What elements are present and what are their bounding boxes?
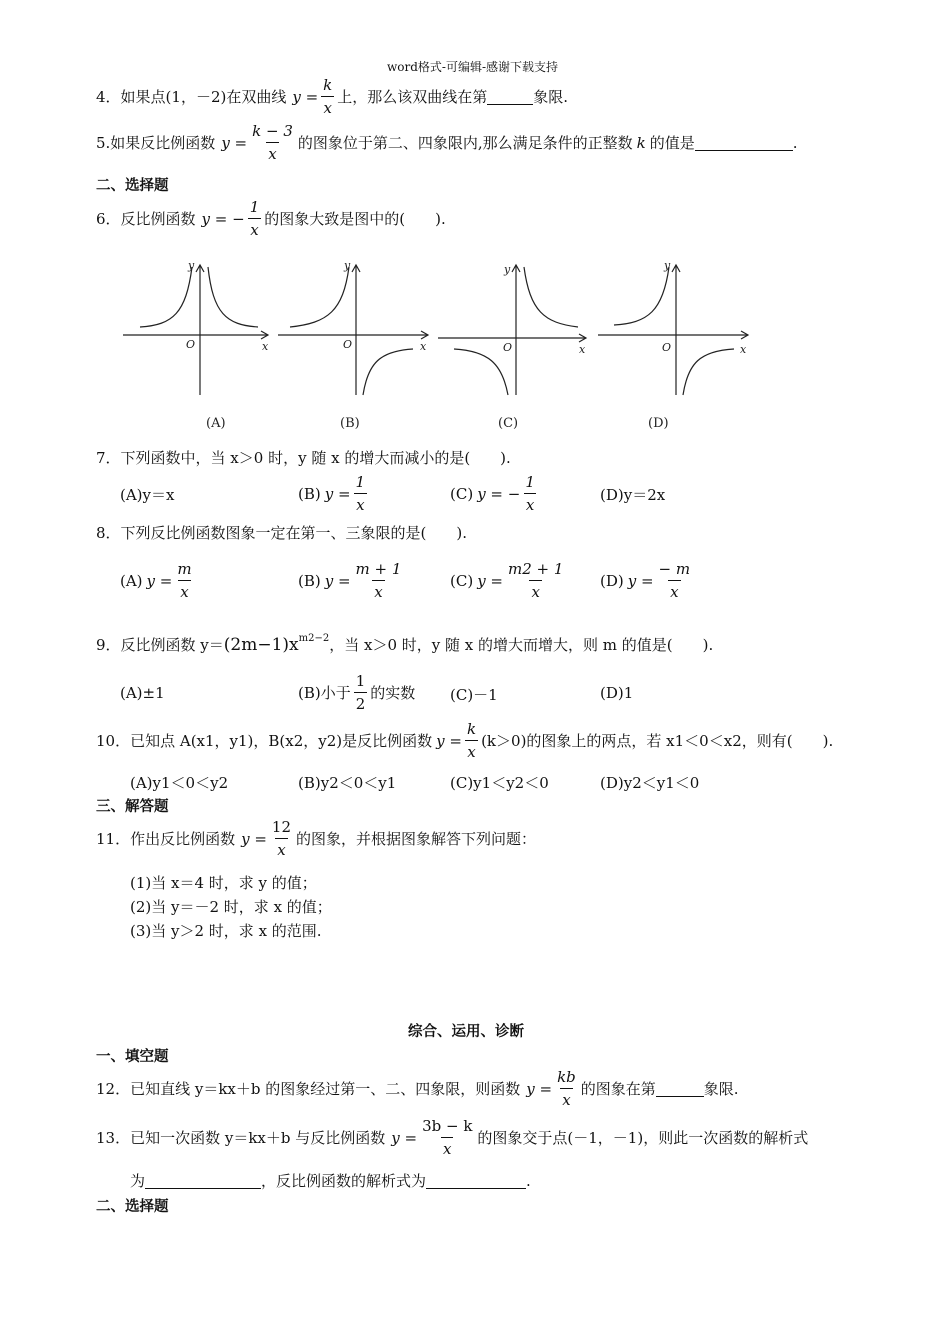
graph-a-y-label: y bbox=[188, 259, 195, 272]
q7-b-y: y = bbox=[324, 484, 351, 503]
q11-num: 12 bbox=[271, 818, 291, 836]
q12-den: x bbox=[560, 1088, 572, 1111]
question-12 bbox=[96, 1066, 739, 1111]
graph-a-origin: O bbox=[186, 338, 196, 351]
graph-c-x-label: x bbox=[579, 343, 586, 356]
graph-c-label: (C) bbox=[498, 416, 519, 431]
q5-num: k − 3 bbox=[252, 122, 293, 140]
q11-part-2: (2)当 y＝－2 时，求 x 的值； bbox=[130, 898, 332, 916]
question-10 bbox=[96, 718, 833, 763]
q8-c-den: x bbox=[529, 580, 541, 603]
q10-fraction bbox=[465, 718, 478, 763]
q11-part-1: (1)当 x＝4 时，求 y 的值； bbox=[130, 874, 317, 892]
q5-end: . bbox=[792, 133, 798, 152]
q4-fraction bbox=[321, 74, 334, 119]
q6-rest: 的图象大致是图中的( ). bbox=[264, 210, 446, 228]
q8-a-den: x bbox=[178, 580, 190, 603]
q9-b-fraction bbox=[354, 670, 368, 715]
q5-rest2: 的值是 bbox=[649, 134, 695, 152]
q7-stem: 7．下列函数中，当 x＞0 时，y 随 x 的增大而减小的是( ). bbox=[96, 449, 511, 467]
q12-blank[interactable] bbox=[656, 1080, 704, 1097]
q8-d-den: x bbox=[668, 580, 680, 603]
q8-option-b[interactable] bbox=[298, 558, 406, 603]
graph-c-y-label: y bbox=[504, 263, 511, 276]
q13-blank-2[interactable] bbox=[426, 1172, 526, 1189]
q13-den: x bbox=[441, 1137, 453, 1160]
q10-den: x bbox=[465, 740, 477, 763]
q7-b-den: x bbox=[354, 493, 366, 516]
question-6 bbox=[96, 196, 446, 241]
q13-line2-b: ，反比例函数的解析式为 bbox=[261, 1172, 427, 1190]
graph-b-label: (B) bbox=[340, 416, 360, 431]
q5-rest: 的图象位于第二、四象限内,那么满足条件的正整数 bbox=[297, 134, 633, 152]
q5-stem: 5.如果反比例函数 bbox=[96, 134, 216, 152]
q9-option-a[interactable]: (A)±1 bbox=[120, 684, 165, 702]
q8-b-label: (B) bbox=[298, 571, 321, 590]
q5-y: y = bbox=[221, 133, 248, 152]
q4-stem: 4．如果点(1，－2)在双曲线 bbox=[96, 88, 287, 106]
q5-den: x bbox=[266, 142, 278, 165]
q9-b-den: 2 bbox=[354, 692, 368, 715]
q8-a-label: (A) bbox=[120, 571, 143, 590]
q7-c-den: x bbox=[524, 493, 536, 516]
graph-b-y-label: y bbox=[344, 259, 351, 272]
q13-line2-a: 为 bbox=[130, 1172, 146, 1190]
q12-stem-b: 的图象在第 bbox=[580, 1080, 656, 1098]
page-header: word格式-可编辑-感谢下载支持 bbox=[387, 60, 559, 74]
question-4 bbox=[96, 74, 568, 119]
q7-option-d[interactable]: (D)y＝2x bbox=[600, 486, 666, 504]
q6-num: 1 bbox=[249, 198, 260, 216]
q9-option-b[interactable] bbox=[298, 670, 415, 715]
q10-stem-b: (k＞0)的图象上的两点，若 x1＜0＜x2，则有( ). bbox=[481, 732, 834, 750]
graph-c-origin: O bbox=[503, 341, 513, 354]
q8-b-y: y = bbox=[324, 571, 351, 590]
graph-a-label: (A) bbox=[206, 416, 226, 431]
q13-stem-b: 的图象交于点(－1，－1)，则此一次函数的解析式 bbox=[477, 1129, 809, 1147]
q8-d-y: y = bbox=[627, 571, 654, 590]
q4-blank[interactable] bbox=[487, 88, 533, 105]
q8-option-a[interactable] bbox=[120, 558, 197, 603]
q8-c-y: y = bbox=[477, 571, 503, 590]
q11-stem-a: 11．作出反比例函数 bbox=[96, 830, 236, 848]
q8-d-label: (D) bbox=[600, 571, 624, 590]
q11-den: x bbox=[275, 838, 287, 861]
q5-blank[interactable] bbox=[695, 134, 793, 151]
q5-k: k bbox=[636, 133, 646, 152]
q8-c-fraction bbox=[506, 558, 565, 603]
q7-c-y: y = − bbox=[477, 484, 521, 503]
q7-c-num: 1 bbox=[525, 473, 535, 491]
question-11 bbox=[96, 816, 536, 861]
q9-b-num: 1 bbox=[355, 672, 366, 690]
q11-part-3: (3)当 y＞2 时，求 x 的范围. bbox=[130, 922, 322, 940]
q7-c-fraction bbox=[523, 471, 537, 516]
q4-den: x bbox=[321, 96, 333, 119]
q4-num: k bbox=[323, 76, 333, 94]
q8-a-y: y = bbox=[146, 571, 173, 590]
q9-stem-b: ，当 x＞0 时，y 随 x 的增大而增大，则 m 的值是( ). bbox=[329, 636, 714, 654]
q9-exponent: m2−2 bbox=[298, 633, 330, 644]
q13-blank-1[interactable] bbox=[145, 1172, 261, 1189]
q8-b-num: m + 1 bbox=[355, 560, 402, 578]
section-choice: 二、选择题 bbox=[96, 178, 169, 194]
q8-option-d[interactable] bbox=[600, 558, 695, 603]
q10-option-d[interactable]: (D)y2＜y1＜0 bbox=[600, 774, 700, 792]
q10-num: k bbox=[466, 720, 477, 738]
graph-b-x-label: x bbox=[420, 340, 427, 353]
graph-d-y-label: y bbox=[664, 259, 671, 272]
q10-option-b[interactable]: (B)y2＜0＜y1 bbox=[298, 774, 397, 792]
q5-fraction bbox=[250, 120, 295, 165]
q8-a-num: m bbox=[177, 560, 192, 578]
q9-b-post: 的实数 bbox=[370, 684, 416, 702]
q8-option-c[interactable] bbox=[450, 558, 568, 603]
graph-a-x-label: x bbox=[262, 340, 269, 353]
q10-y: y = bbox=[436, 731, 462, 750]
q8-stem: 8．下列反比例函数图象一定在第一、三象限的是( ). bbox=[96, 524, 468, 542]
q4-end: 象限. bbox=[533, 88, 569, 106]
q6-graphs bbox=[118, 255, 758, 435]
q7-b-num: 1 bbox=[355, 473, 366, 491]
q12-y: y = bbox=[526, 1079, 553, 1098]
q8-c-num: m2 + 1 bbox=[508, 560, 564, 578]
q11-fraction bbox=[270, 816, 293, 861]
q13-num: 3b − k bbox=[422, 1117, 473, 1135]
q7-option-c[interactable] bbox=[450, 471, 540, 516]
q13-stem-a: 13．已知一次函数 y＝kx＋b 与反比例函数 bbox=[96, 1129, 386, 1147]
q12-num: kb bbox=[557, 1068, 576, 1086]
q8-c-label: (C) bbox=[450, 571, 474, 590]
section-answer: 三、解答题 bbox=[96, 799, 169, 815]
q7-c-label: (C) bbox=[450, 484, 474, 503]
q9-option-c[interactable]: (C)－1 bbox=[450, 686, 498, 704]
question-13 bbox=[96, 1115, 808, 1160]
q4-rest: 上，那么该双曲线在第 bbox=[337, 88, 488, 106]
section-choice-2: 二、选择题 bbox=[96, 1199, 169, 1215]
q9-expression: (2m−1)x bbox=[223, 634, 299, 655]
q11-stem-b: 的图象，并根据图象解答下列问题： bbox=[296, 830, 537, 848]
q12-fraction bbox=[555, 1066, 578, 1111]
q7-b-label: (B) bbox=[298, 484, 321, 503]
q13-y: y = bbox=[391, 1128, 418, 1147]
graph-d-label: (D) bbox=[648, 416, 669, 431]
q10-stem-a: 10．已知点 A(x1，y1)，B(x2，y2)是反比例函数 bbox=[96, 732, 433, 750]
q11-y: y = bbox=[241, 829, 267, 848]
q4-y: y = bbox=[292, 87, 319, 106]
q7-option-a[interactable]: (A)y＝x bbox=[120, 486, 175, 504]
graph-d-origin: O bbox=[662, 341, 672, 354]
graph-b-origin: O bbox=[343, 338, 353, 351]
q8-b-den: x bbox=[372, 580, 384, 603]
q12-end: 象限. bbox=[703, 1080, 739, 1098]
section-title: 综合、运用、诊断 bbox=[408, 1024, 524, 1040]
q8-b-fraction bbox=[354, 558, 404, 603]
graph-d-x-label: x bbox=[740, 343, 747, 356]
q12-stem-a: 12．已知直线 y＝kx＋b 的图象经过第一、二、四象限，则函数 bbox=[96, 1080, 521, 1098]
question-9 bbox=[96, 634, 713, 655]
q10-option-c[interactable]: (C)y1＜y2＜0 bbox=[450, 774, 549, 792]
section-fill: 一、填空题 bbox=[96, 1049, 169, 1065]
q8-d-num: − m bbox=[658, 560, 691, 578]
q6-fraction bbox=[248, 196, 262, 241]
q6-stem: 6．反比例函数 bbox=[96, 210, 196, 228]
question-5 bbox=[96, 120, 798, 165]
q13-line2-c: . bbox=[526, 1171, 531, 1190]
q6-den: x bbox=[248, 218, 260, 241]
q7-b-fraction bbox=[354, 471, 368, 516]
q10-option-a[interactable]: (A)y1＜0＜y2 bbox=[130, 774, 229, 792]
q13-line-2 bbox=[130, 1170, 531, 1191]
q9-option-d[interactable]: (D)1 bbox=[600, 684, 634, 702]
q6-y: y = − bbox=[201, 209, 245, 228]
q7-option-b[interactable] bbox=[298, 471, 370, 516]
q8-d-fraction bbox=[657, 558, 693, 603]
q13-fraction bbox=[420, 1115, 474, 1160]
q9-b-label: (B)小于 bbox=[298, 684, 351, 702]
q9-stem-a: 9．反比例函数 y＝ bbox=[96, 636, 224, 654]
q8-a-fraction bbox=[175, 558, 193, 603]
